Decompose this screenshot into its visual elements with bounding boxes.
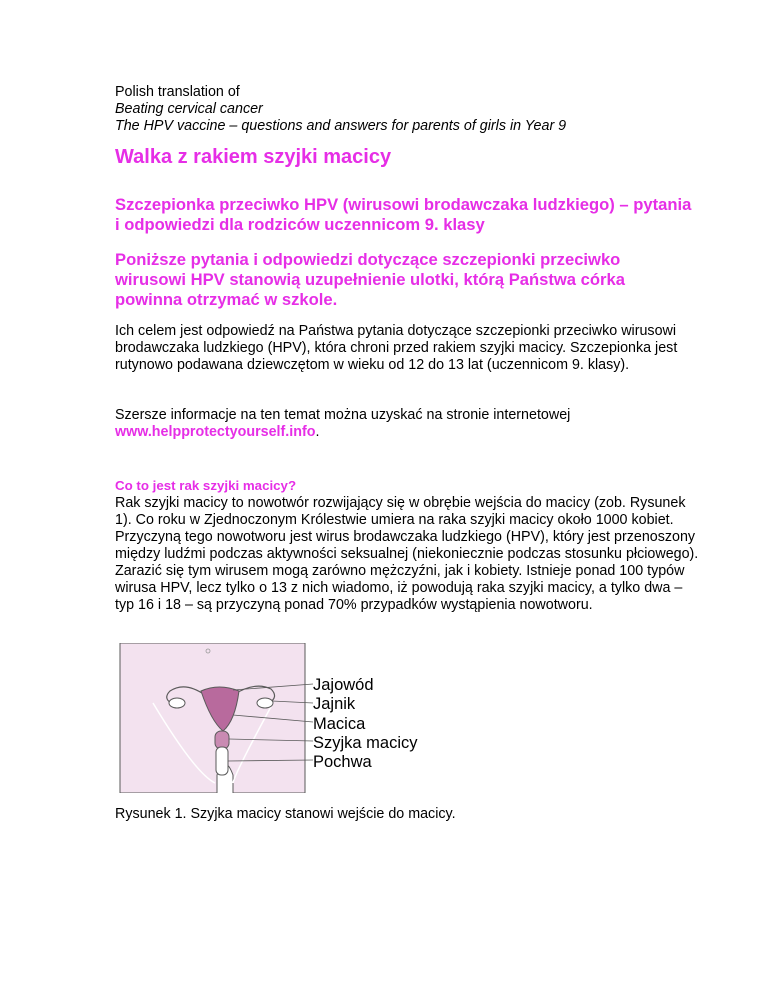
figure-label: Macica bbox=[313, 714, 366, 733]
page-title: Walka z rakiem szyjki macicy bbox=[115, 146, 392, 168]
figure-label: Szyjka macicy bbox=[313, 733, 418, 752]
info-text: Szersze informacje na ten temat można uzyskać na stronie internetowej bbox=[115, 407, 571, 423]
translation-note: Polish translation of bbox=[115, 84, 240, 100]
info-end: . bbox=[315, 424, 320, 440]
figure-caption: Rysunek 1. Szyjka macicy stanowi wejście do macicy. bbox=[115, 806, 456, 822]
question-section bbox=[115, 477, 705, 614]
intro-paragraph: Ich celem jest odpowiedź na Państwa pytania dotyczące szczepionki przeciwko wirusowi brodawczaka ludzkiego (HPV), która chroni przed rakiem szyjki macicy. Szczepionka jest rutynowo podawana dziewczętom w wieku od 12 do 13 lat (uczennicom 9. klasy). bbox=[115, 323, 678, 373]
figure-label: Jajowód bbox=[313, 676, 374, 694]
question-heading: Co to jest rak szyjki macicy? bbox=[115, 478, 297, 493]
question-answer: Rak szyjki macicy to nowotwór rozwijający się w obrębie wejścia do macicy (zob. Rysunek 1). Co roku w Zjednoczonym Królestwie umiera na raka szyjki macicy około 1000 kobiet. Przyczyną tego nowotworu jest wirus brodawczaka ludzkiego (HPV), który jest przenoszony między ludźmi podczas aktywności seksualnej (niekoniecznie podczas stosunku płciowego). Zarazić się tym wirusem mogą zarówno mężczyźni, jak i kobiety. Istnieje ponad 100 typów wirusa HPV, lecz tylko o 13 z nich wiadomo, iż powodują raka szyjki macicy, a tylko dwa – typ 16 i 18 – są przyczyną ponad 70% przypadków wystąpienia nowotworu. bbox=[115, 495, 699, 613]
subtitle-vaccine: Szczepionka przeciwko HPV (wirusowi brodawczaka ludzkiego) – pytania i odpowiedzi dla rodziców uczennicom 9. klasy bbox=[115, 195, 692, 234]
figure-label: Pochwa bbox=[313, 753, 372, 772]
original-subtitle: The HPV vaccine – questions and answers for parents of girls in Year 9 bbox=[115, 118, 567, 134]
website-link[interactable]: www.helpprotectyourself.info bbox=[115, 424, 316, 440]
figure-labels bbox=[313, 676, 418, 772]
subtitle-leaflet: Poniższe pytania i odpowiedzi dotyczące szczepionki przeciwko wirusowi HPV stanowią uzupełnienie ulotki, którą Państwa córka powinna otrzymać w szkole. bbox=[115, 250, 625, 309]
translation-header bbox=[115, 84, 566, 135]
info-paragraph bbox=[115, 407, 705, 441]
figure-label: Jajnik bbox=[313, 695, 356, 714]
vagina bbox=[216, 747, 228, 775]
original-title: Beating cervical cancer bbox=[115, 101, 263, 117]
cervix bbox=[215, 731, 229, 749]
ovary-left bbox=[169, 698, 185, 708]
ovary-right bbox=[257, 698, 273, 708]
